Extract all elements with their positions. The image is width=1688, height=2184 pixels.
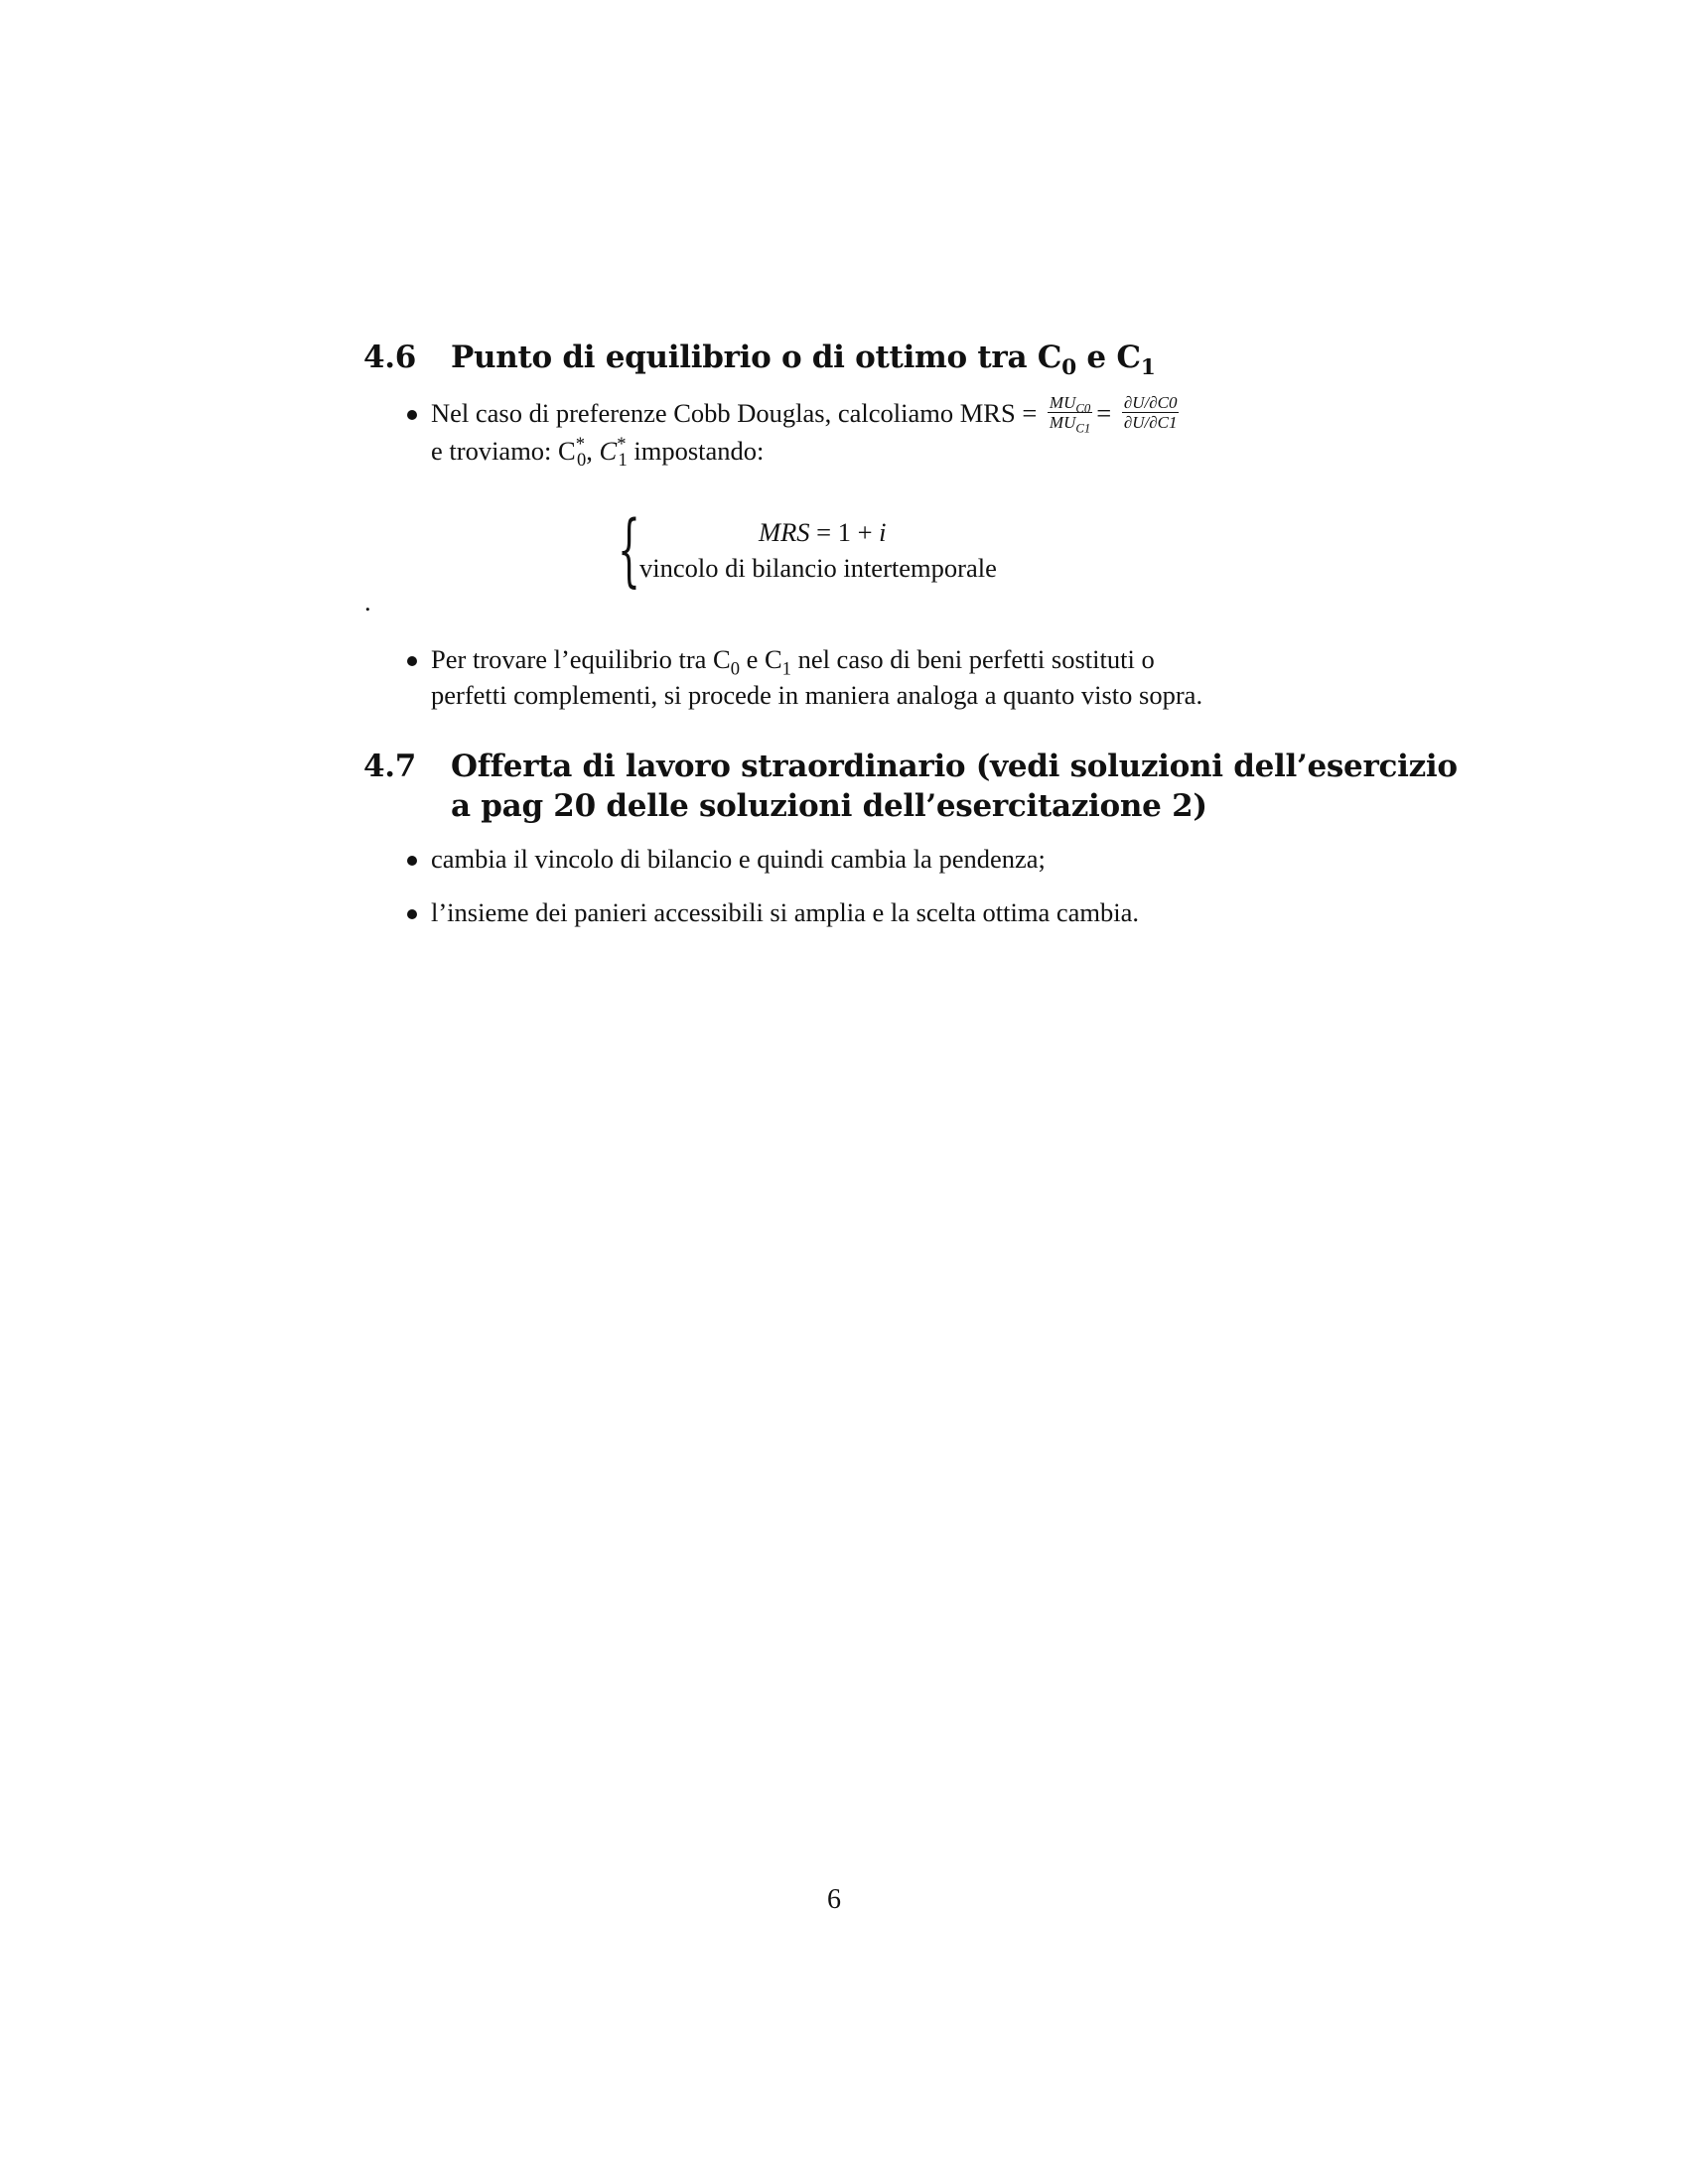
bullet-1-line-2: e troviamo: $C^*_0$, $C^*_1$ impostando: [431, 434, 765, 472]
bullet-marker [407, 856, 417, 866]
section-title-line-1: Offerta di lavoro straordinario (vedi soluzioni dell’esercizio [451, 749, 1458, 784]
bullet-2-line-2: perfetti complementi, si procede in maniera analoga a quanto visto sopra. [431, 680, 1203, 710]
section-4-7-heading [363, 747, 1458, 830]
bullet-4-text: l’insieme dei panieri accessibili si amplia e la scelta ottima cambia. [431, 897, 1140, 927]
bullet-3-text: cambia il vincolo di bilancio e quindi cambia la pendenza; [431, 844, 1046, 874]
section-number: 4.6 [363, 340, 417, 375]
section-title: Punto di equilibrio o di ottimo tra $C_0$ e $C_1$ [451, 340, 1156, 381]
mrs-fraction: $\frac{MU_{C0}}{MU_{C1}}$ [1049, 393, 1091, 436]
bullet-marker [407, 656, 417, 666]
system-equation-1: MRS = 1 + i [759, 517, 887, 547]
system-equation-2: vincolo di bilancio intertemporale [639, 553, 997, 583]
stray-dot: . [364, 587, 371, 616]
bullet-marker [407, 410, 417, 420]
bullet-1-line-1: Nel caso di preferenze Cobb Douglas, calcoliamo MRS = $\frac{MU_{C0}}{MU_{C1}}$ = $\frac{\partial U/\partial C0}{\partial U/\partial C1}$ [431, 393, 1178, 436]
bullet-2-line-1: Per trovare l’equilibrio tra $C_0$ e $C_1$ nel caso di beni perfetti sostituti o [431, 644, 1155, 680]
page-number: 6 [827, 1884, 841, 1915]
left-brace: { [618, 503, 640, 596]
section-title-line-2: a pag 20 delle soluzioni dell’esercitazione 2) [451, 788, 1207, 824]
section-number: 4.7 [363, 749, 417, 784]
partial-derivative-fraction: $\frac{\partial U/\partial C0}{\partial U/\partial C1}$ [1123, 393, 1178, 433]
section-4-6-heading [363, 338, 1257, 379]
bullet-marker [407, 909, 417, 919]
